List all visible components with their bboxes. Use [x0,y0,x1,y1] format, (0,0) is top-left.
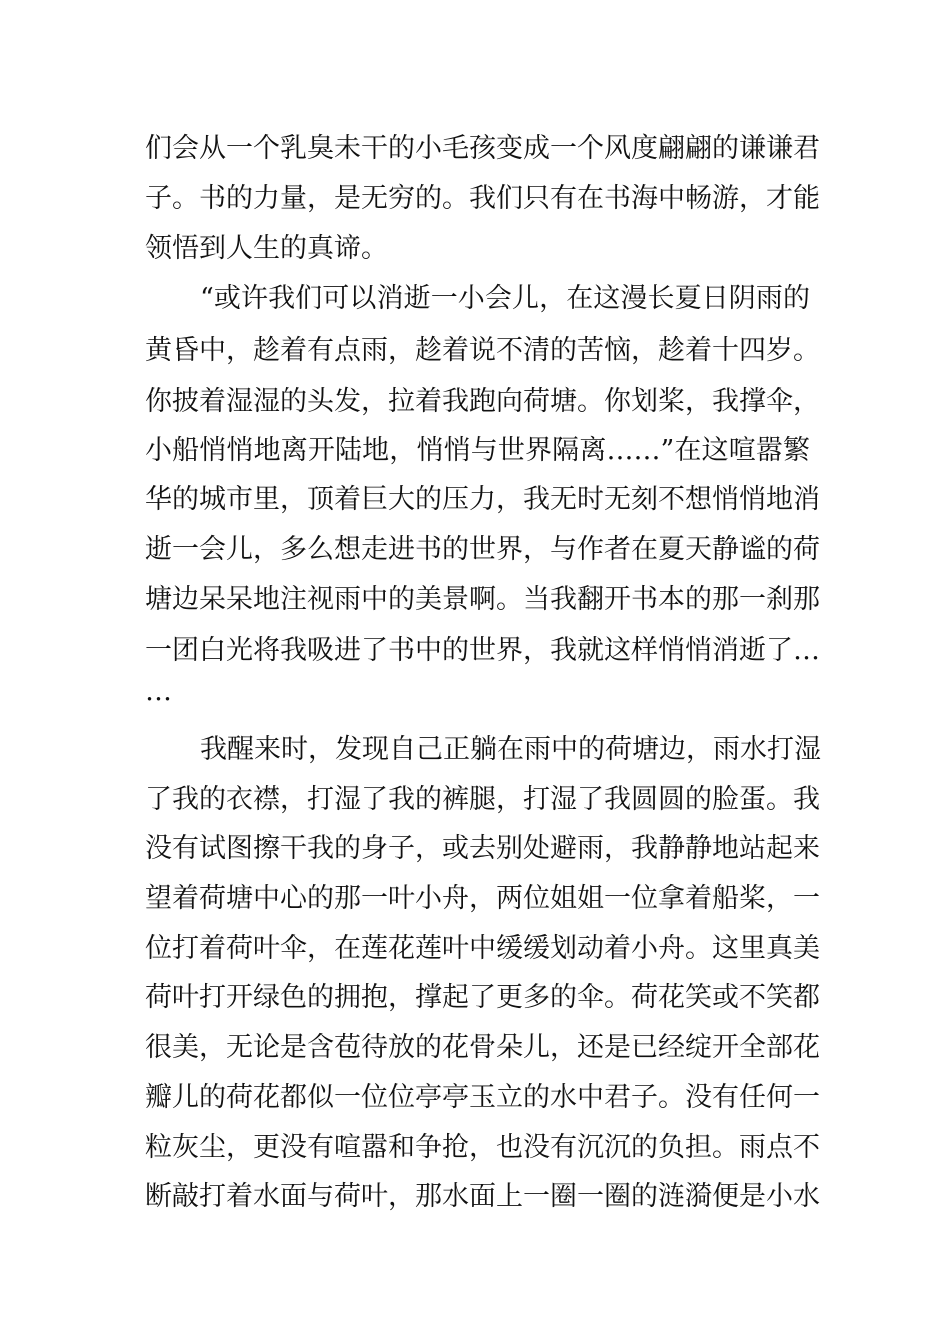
text-line: 瓣儿的荷花都似一位位亭亭玉立的水中君子。没有任何一 [145,1082,820,1113]
text-line: 你披着湿湿的头发，拉着我跑向荷塘。你划桨，我撑伞， [145,386,820,417]
text-line: 没有试图擦干我的身子，或去别处避雨，我静静地站起来 [145,833,820,864]
text-line: 小船悄悄地离开陆地，悄悄与世界隔离……”在这喧嚣繁 [145,435,810,466]
text-line: … [145,676,172,707]
text-line: 粒灰尘，更没有喧嚣和争抢，也没有沉沉的负担。雨点不 [145,1132,820,1163]
text-line: 黄昏中，趁着有点雨，趁着说不清的苦恼，趁着十四岁。 [145,335,820,366]
text-line: 子。书的力量，是无穷的。我们只有在书海中畅游，才能 [145,183,820,214]
text-line: 一团白光将我吸进了书中的世界，我就这样悄悄消逝了… [145,635,820,666]
text-line: 很美，无论是含苞待放的花骨朵儿，还是已经绽开全部花 [145,1032,820,1063]
text-line: 断敲打着水面与荷叶，那水面上一圈一圈的涟漪便是小水 [145,1181,820,1212]
text-line: 领悟到人生的真谛。 [145,233,388,264]
text-line: 逝一会儿，多么想走进书的世界，与作者在夏天静谧的荷 [145,534,820,565]
text-line: 华的城市里，顶着巨大的压力，我无时无刻不想悄悄地消 [145,484,820,515]
text-line: 位打着荷叶伞，在莲花莲叶中缓缓划动着小舟。这里真美 [145,933,820,964]
text-line: “或许我们可以消逝一小会儿，在这漫长夏日阴雨的 [200,283,810,314]
text-line: 塘边呆呆地注视雨中的美景啊。当我翻开书本的那一刹那 [145,584,820,615]
text-line: 望着荷塘中心的那一叶小舟，两位姐姐一位拿着船桨，一 [145,883,820,914]
text-line: 了我的衣襟，打湿了我的裤腿，打湿了我圆圆的脸蛋。我 [145,784,820,815]
text-line: 荷叶打开绿色的拥抱，撑起了更多的伞。荷花笑或不笑都 [145,982,820,1013]
text-line: 我醒来时，发现自己正躺在雨中的荷塘边，雨水打湿 [200,734,821,765]
text-line: 们会从一个乳臭未干的小毛孩变成一个风度翩翩的谦谦君 [145,133,820,164]
